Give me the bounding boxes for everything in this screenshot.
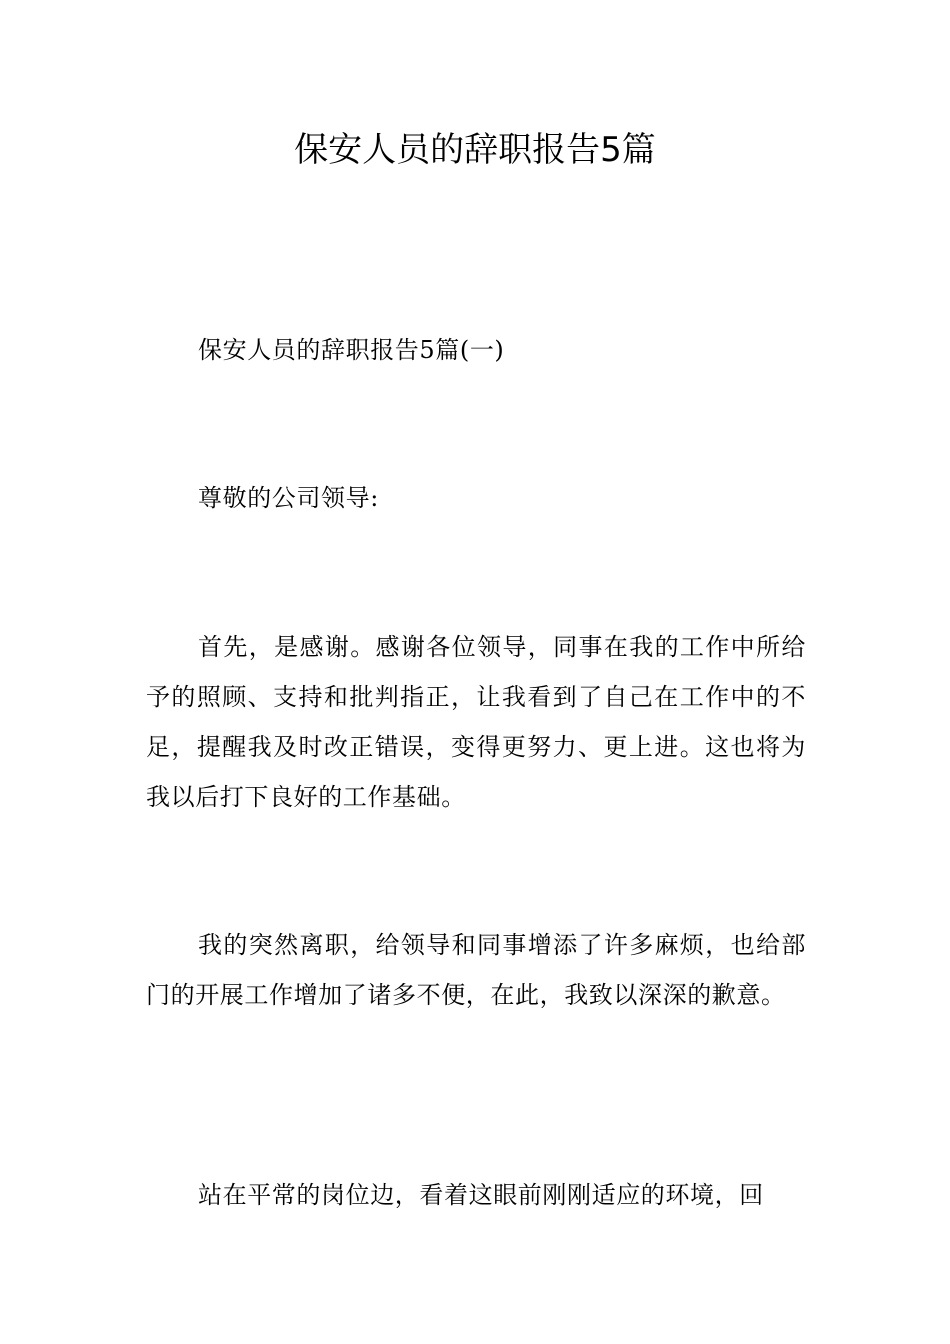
body-paragraph: 首先，是感谢。感谢各位领导，同事在我的工作中所给予的照顾、支持和批判指正，让我看到了自己在工作中的不足，提醒我及时改正错误，变得更努力、更上进。这也将为我以后打下良好的工作基础。: [146, 633, 806, 811]
body-paragraph: 站在平常的岗位边，看着这眼前刚刚适应的环境，回: [198, 1181, 764, 1209]
section-heading: 保安人员的辞职报告5篇(一): [198, 336, 505, 364]
document-title: 保安人员的辞职报告5篇: [294, 130, 656, 170]
body-paragraph: 我的突然离职，给领导和同事增添了许多麻烦，也给部门的开展工作增加了诸多不便，在此，我致以深深的歉意。: [146, 931, 806, 1009]
salutation: 尊敬的公司领导:: [198, 484, 379, 512]
